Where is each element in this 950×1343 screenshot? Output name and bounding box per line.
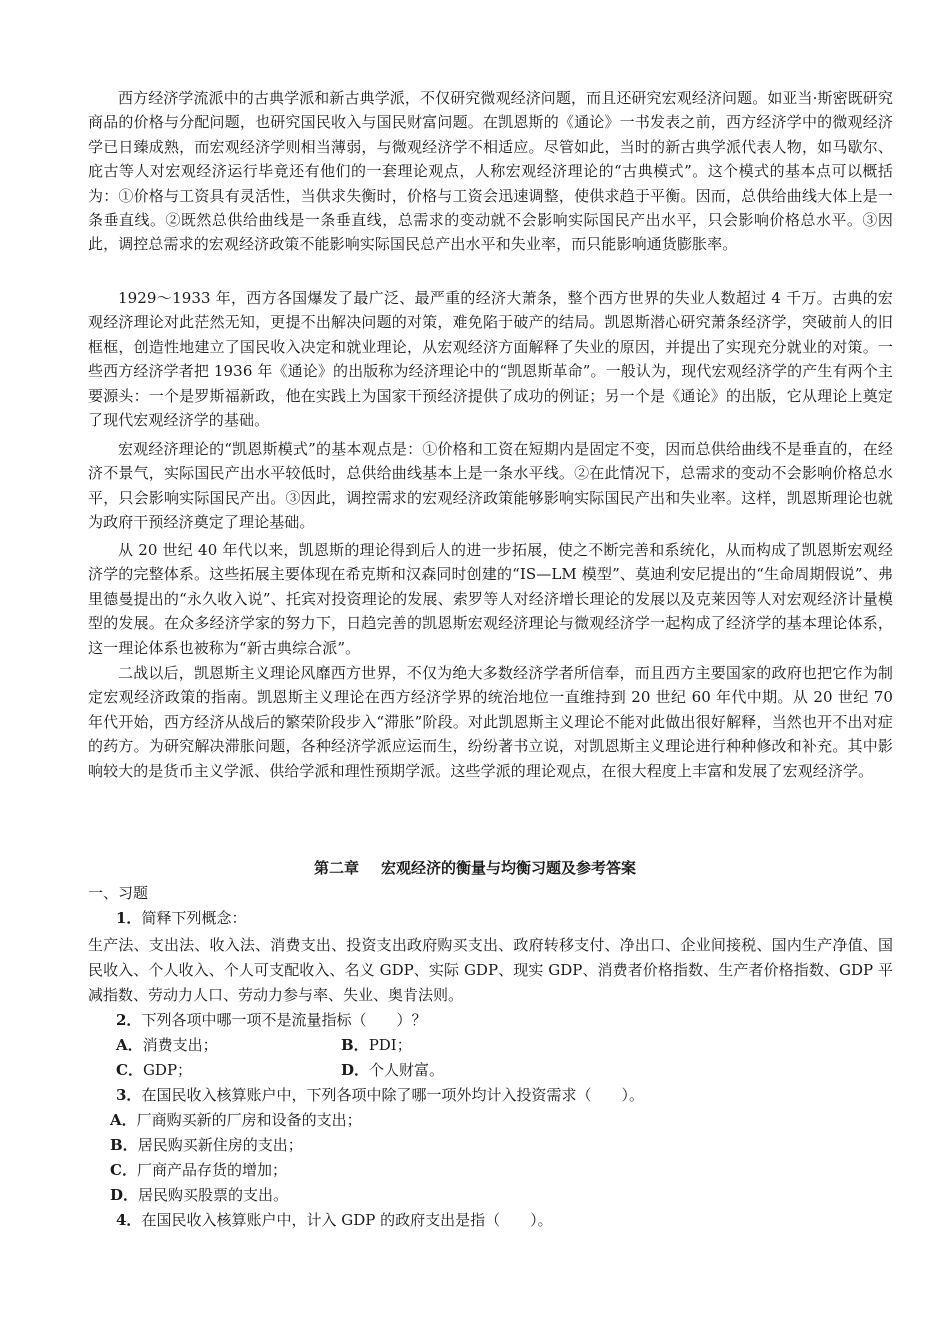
option-text: 个人财富。 <box>369 1061 445 1079</box>
option-letter: A． <box>116 1036 143 1054</box>
option-letter: A． <box>110 1111 137 1129</box>
option-text: 厂商产品存货的增加； <box>136 1161 287 1179</box>
option-letter: C． <box>116 1061 143 1079</box>
option-d <box>110 1183 288 1207</box>
option-c <box>110 1158 287 1182</box>
question-2 <box>116 1008 426 1032</box>
question-number: 3． <box>116 1086 142 1104</box>
chapter-title: 宏观经济的衡量与均衡习题及参考答案 <box>381 859 637 877</box>
question-number: 2． <box>116 1011 142 1029</box>
paragraph-keynesian-model: 宏观经济理论的“凯恩斯模式”的基本观点是：①价格和工资在短期内是固定不变，因而总供给曲线不是垂直的，在经济不景气，实际国民产出水平较低时，总供给曲线基本上是一条水平线。②在此情况下，总需求的变动不会影响价格总水平，只会影响实际国民产出。③因此，调控需求的宏观经济政策能够影响实际国民产出和失业率。这样，凯恩斯理论也就为政府干预经济奠定了理论基础。 <box>88 440 893 532</box>
question-1 <box>116 906 246 930</box>
option-text: 厂商购买新的厂房和设备的支出； <box>136 1111 362 1129</box>
option-a <box>116 1033 218 1057</box>
concept-list: 生产法、支出法、收入法、消费支出、投资支出政府购买支出、政府转移支付、净出口、企业间接税、国内生产净值、国民收入、个人收入、个人可支配收入、名义 GDP、实际 GDP、现实 GDP、消费者价格指数、生产者价格指数、GDP 平减指数、劳动力人口、劳动力参与率、失业、奥肯法则。 <box>88 936 893 1004</box>
section-heading: 一、习题 <box>88 884 149 902</box>
option-text: 居民购买新住房的支出； <box>137 1136 303 1154</box>
option-letter: B． <box>341 1036 369 1054</box>
option-letter: D． <box>110 1186 139 1204</box>
option-text: 居民购买股票的支出。 <box>138 1186 289 1204</box>
question-4 <box>116 1208 553 1232</box>
paragraph-keynesian-revolution: 1929～1933 年，西方各国爆发了最广泛、最严重的经济大萧条，整个西方世界的失业人数超过 4 千万。古典的宏观经济理论对此茫然无知，更提不出解决问题的对策，难免陷于破产的结局。凯恩斯潜心研究萧条经济学，突破前人的旧框框，创造性地建立了国民收入决定和就业理论，从宏观经济方面解释了失业的原因，并提出了实现充分就业的对策。一些西方经济学者把 1936 年《通论》的出版称为经济理论中的“凯恩斯革命”。一般认为，现代宏观经济学的产生有两个主要源头：一个是罗斯福新政，他在实践上为国家干预经济提供了成功的例证；另一个是《通论》的出版，它从理论上奠定了现代宏观经济学的基础。 <box>88 289 893 430</box>
option-a <box>110 1108 362 1132</box>
paragraph-stagflation: 二战以后，凯恩斯主义理论风靡西方世界，不仅为绝大多数经济学者所信奉，而且西方主要国家的政府也把它作为制定宏观经济政策的指南。凯恩斯主义理论在西方经济学界的统治地位一直维持到 20 世纪 60 年代中期。从 20 世纪 70 年代开始，西方经济从战后的繁荣阶段步入“滞胀”阶段。对此凯恩斯主义理论不能对此做出很好解释，当然也开不出对症的药方。为研究解决滞胀问题，各种经济学派应运而生，纷纷著书立说，对凯恩斯主义理论进行种种修改和补充。其中影响较大的是货币主义学派、供给学派和理性预期学派。这些学派的理论观点，在很大程度上丰富和发展了宏观经济学。 <box>88 664 893 780</box>
question-3 <box>116 1083 644 1107</box>
question-number: 1． <box>116 909 142 927</box>
option-letter: C． <box>110 1161 137 1179</box>
paragraph-neoclassical-synthesis: 从 20 世纪 40 年代以来，凯恩斯的理论得到后人的进一步拓展，使之不断完善和系统化，从而构成了凯恩斯宏观经济学的完整体系。这些拓展主要体现在希克斯和汉森同时创建的“IS—LM 模型”、莫迪利安尼提出的“生命周期假说”、弗里德曼提出的“永久收入说”、托宾对投资理论的发展、索罗等人对经济增长理论的发展以及克莱因等人对宏观经济计量模型的发展。在众多经济学家的努力下，日趋完善的凯恩斯宏观经济理论与微观经济学一起构成了经济学的基本理论体系，这一理论体系也被称为“新古典综合派”。 <box>88 541 893 657</box>
question-prompt: 在国民收入核算账户中，下列各项中除了哪一项外均计入投资需求（ ）。 <box>141 1086 644 1104</box>
option-text: PDI； <box>368 1036 412 1054</box>
chapter-number: 第二章 <box>313 859 359 877</box>
question-prompt: 在国民收入核算账户中，计入 GDP 的政府支出是指（ ）。 <box>141 1211 553 1229</box>
option-c <box>116 1058 192 1082</box>
option-b <box>110 1133 303 1157</box>
question-number: 4． <box>116 1211 142 1229</box>
option-b <box>341 1033 412 1057</box>
option-text: 消费支出； <box>142 1036 218 1054</box>
option-d <box>341 1058 444 1082</box>
option-letter: B． <box>110 1136 138 1154</box>
option-letter: D． <box>341 1061 370 1079</box>
paragraph-classical-model: 西方经济学流派中的古典学派和新古典学派，不仅研究微观经济问题，而且还研究宏观经济问题。如亚当·斯密既研究商品的价格与分配问题，也研究国民收入与国民财富问题。在凯恩斯的《通论》一书发表之前，西方经济学中的微观经济学已日臻成熟，而宏观经济学则相当薄弱，与微观经济学不相适应。尽管如此，当时的新古典学派代表人物，如马歇尔、庇古等人对宏观经济运行毕竟还有他们的一套理论观点，人称宏观经济理论的“古典模式”。这个模式的基本点可以概括为：①价格与工资具有灵活性，当供求失衡时，价格与工资会迅速调整，使供求趋于平衡。因而，总供给曲线大体上是一条垂直线。②既然总供给曲线是一条垂直线，总需求的变动就不会影响实际国民产出水平，只会影响价格总水平。③因此，调控总需求的宏观经济政策不能影响实际国民总产出水平和失业率，而只能影响通货膨胀率。 <box>88 89 893 254</box>
option-text: GDP； <box>142 1061 193 1079</box>
question-prompt: 简释下列概念： <box>141 909 247 927</box>
chapter-heading <box>0 857 950 878</box>
question-prompt: 下列各项中哪一项不是流量指标（ ）？ <box>141 1011 427 1029</box>
